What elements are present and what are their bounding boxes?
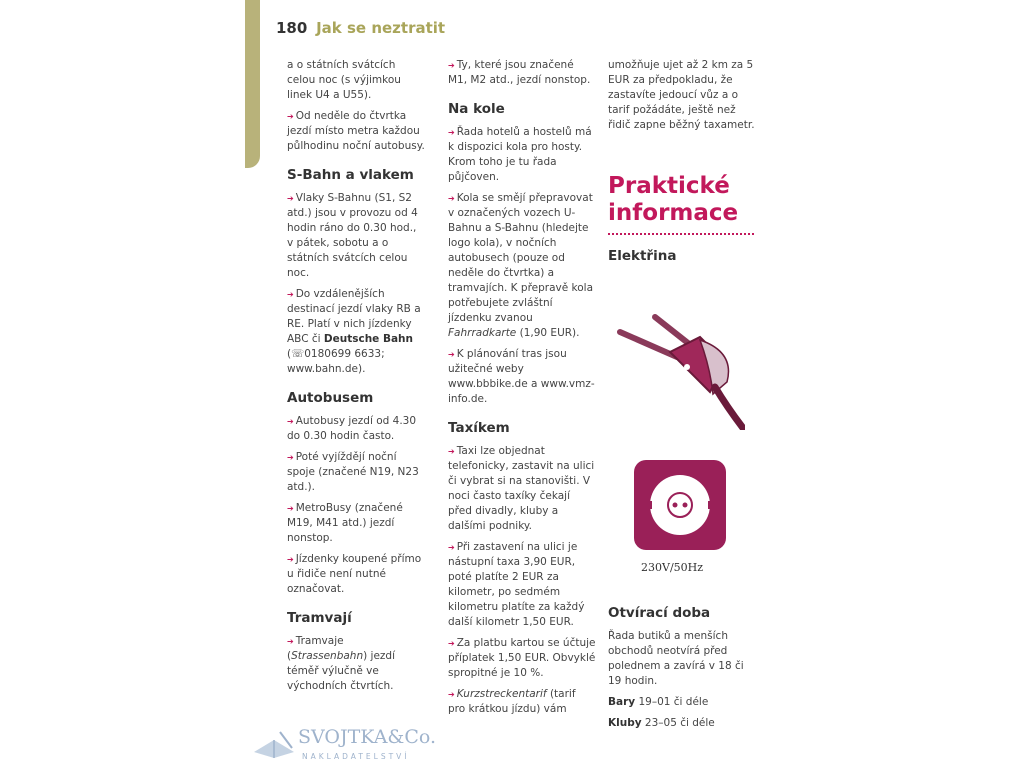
arrow-bullet-icon: ➔ — [287, 290, 294, 299]
arrow-bullet-icon: ➔ — [448, 61, 455, 70]
arrow-bullet-icon: ➔ — [287, 194, 294, 203]
paragraph: ➔ Za platbu kartou se účtuje příplatek 1,50 EUR. Obvyklé spropitné je 10 %. — [448, 637, 596, 679]
arrow-bullet-icon: ➔ — [448, 543, 455, 552]
heading-bus: Autobusem — [287, 390, 374, 406]
column-1 — [287, 58, 425, 700]
arrow-bullet-icon: ➔ — [287, 637, 294, 646]
page-header — [276, 19, 445, 37]
arrow-bullet-icon: ➔ — [287, 555, 294, 564]
heading-electricity: Elektřina — [608, 248, 677, 264]
paragraph: ➔ Autobusy jezdí od 4.30 do 0.30 hodin často. — [287, 415, 417, 442]
paragraph: ➔ Poté vyjíždějí noční spoje (značené N19, N23 atd.). — [287, 451, 419, 493]
paragraph: ➔ Do vzdálenějších destinací jezdí vlaky RB a RE. Platí v nich jízdenky ABC či Deutsche Bahn (☏0180699 6633; www.bahn.de). — [287, 288, 421, 375]
arrow-bullet-icon: ➔ — [448, 639, 455, 648]
arrow-bullet-icon: ➔ — [448, 350, 455, 359]
plug-icon — [615, 312, 745, 430]
socket-icon — [632, 458, 728, 552]
arrow-bullet-icon: ➔ — [448, 690, 455, 699]
arrow-bullet-icon: ➔ — [287, 453, 294, 462]
paragraph: umožňuje ujet až 2 km za 5 EUR za předpokladu, že zastavíte jedoucí vůz a o tarif požádáte, ještě než řidič zapne běžný taxametr. — [608, 59, 755, 131]
page-number: 180 — [276, 19, 308, 37]
heading-tram: Tramvají — [287, 610, 352, 626]
heading-taxi: Taxíkem — [448, 420, 510, 436]
paragraph: a o státních svátcích celou noc (s výjimkou linek U4 a U55). — [287, 59, 401, 101]
paragraph: ➔ Jízdenky koupené přímo u řidiče není nutné označovat. — [287, 553, 422, 595]
arrow-bullet-icon: ➔ — [287, 112, 294, 121]
publisher-tagline: NAKLADATELSTVÍ — [302, 752, 410, 761]
paragraph: ➔ Při zastavení na ulici je nástupní taxa 3,90 EUR, poté platíte 2 EUR za kilometr, po sedmém kilometru platíte za každý další kilometr 1,50 EUR. — [448, 541, 585, 628]
paragraph: ➔ Řada hotelů a hostelů má k dispozici kola pro hosty. Krom toho je tu řada půjčoven. — [448, 126, 592, 183]
opening-hours — [608, 600, 758, 737]
paragraph: ➔ Od neděle do čtvrtka jezdí místo metra každou půlhodinu noční autobusy. — [287, 110, 425, 152]
paragraph: ➔ Taxi lze objednat telefonicky, zastavit na ulici či vybrat si na stanovišti. V noci často taxíky čekají před divadly, kluby a dalšími podniky. — [448, 445, 595, 532]
heading-sbahn: S-Bahn a vlakem — [287, 167, 414, 183]
arrow-bullet-icon: ➔ — [448, 194, 455, 203]
voltage-label: 230V/50Hz — [641, 561, 704, 574]
page-side-tab — [245, 0, 260, 168]
heading-bike: Na kole — [448, 101, 505, 117]
bars-hours: Bary 19–01 či déle — [608, 696, 709, 708]
arrow-bullet-icon: ➔ — [448, 447, 455, 456]
paragraph: ➔ Ty, které jsou značené M1, M2 atd., jezdí nonstop. — [448, 59, 591, 86]
chapter-title: Jak se neztratit — [316, 19, 446, 37]
arrow-bullet-icon: ➔ — [287, 504, 294, 513]
column-2 — [448, 58, 596, 723]
paragraph: ➔ Tramvaje (Strassenbahn) jezdí téměř výlučně ve východních čtvrtích. — [287, 635, 396, 692]
heading-opening-hours: Otvírací doba — [608, 605, 711, 621]
paragraph: Řada butiků a menších obchodů neotvírá před polednem a zavírá v 18 či 19 hodin. — [608, 630, 744, 687]
section-title: Praktické informace — [608, 173, 739, 226]
arrow-bullet-icon: ➔ — [287, 417, 294, 426]
publisher-name: SVOJTKA&Co. — [298, 726, 437, 748]
arrow-bullet-icon: ➔ — [448, 128, 455, 137]
paragraph: ➔ MetroBusy (značené M19, M41 atd.) jezdí nonstop. — [287, 502, 403, 544]
paragraph: ➔ K plánování tras jsou užitečné weby www.bbbike.de a www.vmz-info.de. — [448, 348, 595, 405]
paragraph: ➔ Kola se smějí přepravovat v označených vozech U-Bahnu a S-Bahnu (hledejte logo kola), v nočních autobusech (pouze od neděle do čtvrtka) a tramvajích. K přepravě kola potřebujete zvláštní jízdenku zvanou Fahrradkarte (1,90 EUR). — [448, 192, 594, 339]
paragraph: ➔ Vlaky S-Bahnu (S1, S2 atd.) jsou v provozu od 4 hodin ráno do 0.30 hod., v pátek, sobotu a o státních svátcích celou noc. — [287, 192, 418, 279]
book-icon — [252, 730, 296, 760]
phone-icon: ☏ — [291, 348, 305, 360]
publisher-logo — [250, 722, 440, 768]
column-3 — [608, 58, 758, 272]
clubs-hours: Kluby 23–05 či déle — [608, 717, 715, 729]
paragraph: ➔ Kurzstreckentarif (tarif pro krátkou jízdu) vám — [448, 688, 576, 715]
dotted-divider — [608, 233, 754, 235]
